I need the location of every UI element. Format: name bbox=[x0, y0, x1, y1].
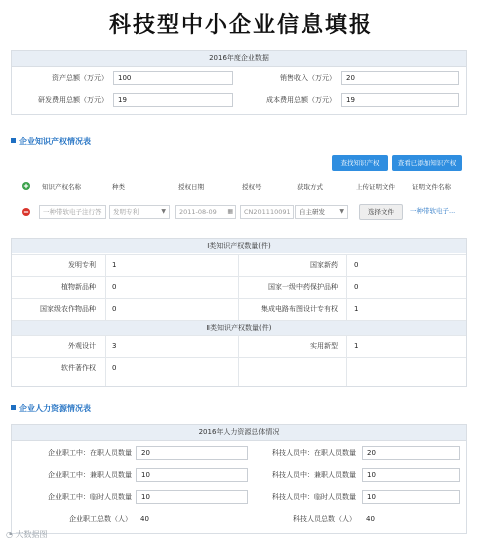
grant-date-value: 2011-08-09 bbox=[179, 208, 217, 216]
ip-type-value: 发明专利 bbox=[113, 208, 139, 216]
software-copyright-value: 0 bbox=[112, 364, 117, 372]
total-assets-input[interactable]: 100 bbox=[113, 71, 233, 85]
find-ip-button[interactable]: 查找知识产权 bbox=[332, 155, 388, 171]
class1-row bbox=[12, 298, 466, 320]
watermark bbox=[6, 529, 48, 540]
staff-temporary-input[interactable]: 10 bbox=[136, 490, 248, 504]
ip-section-title bbox=[11, 137, 91, 147]
choose-file-button[interactable]: 选择文件 bbox=[359, 204, 403, 220]
plant-variety-label: 植物新品种 bbox=[61, 283, 96, 291]
annual-data-panel bbox=[11, 50, 467, 115]
rd-expense-label: 研发费用总额（万元） bbox=[38, 96, 108, 104]
tech-parttime-input[interactable]: 10 bbox=[362, 468, 460, 482]
class2-row bbox=[12, 357, 466, 386]
col-grant-number: 授权号 bbox=[242, 183, 262, 191]
calendar-icon: ▦ bbox=[227, 208, 233, 215]
staff-total-label: 企业职工总数（人） bbox=[69, 515, 132, 523]
ip-table-header bbox=[11, 180, 465, 194]
software-copyright-label: 软件著作权 bbox=[61, 364, 96, 372]
chevron-down-icon: ▼ bbox=[339, 208, 344, 215]
hr-section-title bbox=[11, 404, 91, 414]
tech-total-value: 40 bbox=[366, 515, 375, 523]
staff-temporary-label: 企业职工中：临时人员数量 bbox=[48, 493, 132, 501]
crop-variety-label: 国家级农作物品种 bbox=[40, 305, 96, 313]
sales-revenue-input[interactable]: 20 bbox=[341, 71, 459, 85]
col-acquire-method: 获取方式 bbox=[297, 183, 323, 191]
national-new-drug-label: 国家新药 bbox=[310, 261, 338, 269]
staff-fulltime-input[interactable]: 20 bbox=[136, 446, 248, 460]
crop-variety-value: 0 bbox=[112, 305, 117, 313]
col-proof-file-name: 证明文件名称 bbox=[412, 183, 451, 191]
class1-header: Ⅰ类知识产权数量(件) bbox=[12, 239, 466, 253]
design-patent-value: 3 bbox=[112, 342, 117, 350]
watermark-logo-icon: ◔ bbox=[6, 530, 13, 539]
ic-layout-value: 1 bbox=[354, 305, 359, 313]
tech-fulltime-input[interactable]: 20 bbox=[362, 446, 460, 460]
tech-fulltime-label: 科技人员中：在职人员数量 bbox=[272, 449, 356, 457]
total-cost-input[interactable]: 19 bbox=[341, 93, 459, 107]
invention-patent-label: 发明专利 bbox=[68, 261, 96, 269]
staff-fulltime-label: 企业职工中：在职人员数量 bbox=[48, 449, 132, 457]
grant-date-input[interactable] bbox=[175, 205, 236, 219]
ip-section-title-text: 企业知识产权情况表 bbox=[19, 137, 91, 146]
total-cost-label: 成本费用总额（万元） bbox=[266, 96, 336, 104]
tech-parttime-label: 科技人员中：兼职人员数量 bbox=[272, 471, 356, 479]
national-new-drug-value: 0 bbox=[354, 261, 359, 269]
page-title: 科技型中小企业信息填报 bbox=[108, 13, 373, 38]
class1-row bbox=[12, 254, 466, 276]
staff-parttime-input[interactable]: 10 bbox=[136, 468, 248, 482]
class1-row bbox=[12, 276, 466, 298]
ip-type-select[interactable] bbox=[109, 205, 170, 219]
acquire-method-value: 自主研发 bbox=[299, 208, 325, 216]
annual-data-header: 2016年度企业数据 bbox=[12, 51, 466, 67]
view-added-ip-button[interactable]: 查看已添加知识产权 bbox=[392, 155, 462, 171]
proof-file-link[interactable]: 一种带软电子... bbox=[410, 207, 456, 215]
section-marker-icon bbox=[11, 405, 16, 410]
col-upload-proof: 上传证明文件 bbox=[356, 183, 395, 191]
rd-expense-input[interactable]: 19 bbox=[113, 93, 233, 107]
design-patent-label: 外观设计 bbox=[68, 342, 96, 350]
total-assets-label: 资产总额（万元） bbox=[52, 74, 108, 82]
tech-temporary-label: 科技人员中：临时人员数量 bbox=[272, 493, 356, 501]
col-ip-name: 知识产权名称 bbox=[42, 183, 81, 191]
tech-total-label: 科技人员总数（人） bbox=[293, 515, 356, 523]
hr-panel bbox=[11, 424, 467, 534]
hr-header: 2016年人力资源总体情况 bbox=[12, 425, 466, 441]
acquire-method-select[interactable] bbox=[295, 205, 348, 219]
ip-table-row bbox=[11, 200, 465, 226]
tech-temporary-input[interactable]: 10 bbox=[362, 490, 460, 504]
ip-name-input[interactable]: 一种带软电子注行答 bbox=[39, 205, 106, 219]
remove-row-icon[interactable] bbox=[22, 208, 30, 216]
plant-variety-value: 0 bbox=[112, 283, 117, 291]
utility-model-label: 实用新型 bbox=[310, 342, 338, 350]
tcm-protection-value: 0 bbox=[354, 283, 359, 291]
tcm-protection-label: 国家一级中药保护品种 bbox=[268, 283, 338, 291]
invention-patent-value: 1 bbox=[112, 261, 117, 269]
col-type: 种类 bbox=[112, 183, 125, 191]
class2-header: Ⅱ类知识产权数量(件) bbox=[12, 320, 466, 335]
grant-number-input[interactable]: CN201110091 bbox=[240, 205, 294, 219]
col-grant-date: 授权日期 bbox=[178, 183, 204, 191]
sales-revenue-label: 销售收入（万元） bbox=[280, 74, 336, 82]
staff-total-value: 40 bbox=[140, 515, 149, 523]
staff-parttime-label: 企业职工中：兼职人员数量 bbox=[48, 471, 132, 479]
ip-counts-grid bbox=[11, 238, 467, 387]
ic-layout-label: 集成电路布图设计专有权 bbox=[261, 305, 338, 313]
utility-model-value: 1 bbox=[354, 342, 359, 350]
add-row-icon[interactable] bbox=[22, 182, 30, 190]
hr-section-title-text: 企业人力资源情况表 bbox=[19, 404, 91, 413]
watermark-text: 大数据图 bbox=[15, 530, 48, 539]
chevron-down-icon: ▼ bbox=[161, 208, 166, 215]
section-marker-icon bbox=[11, 138, 16, 143]
class2-row bbox=[12, 335, 466, 357]
